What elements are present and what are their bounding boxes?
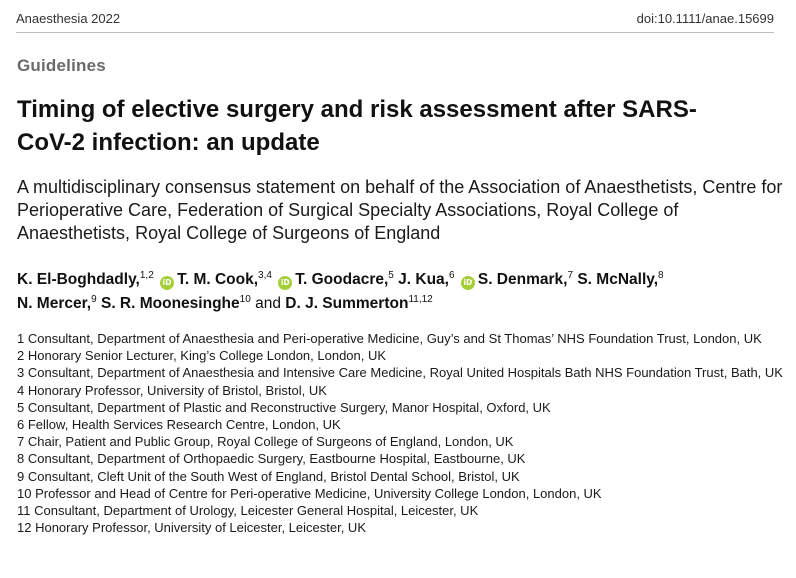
orcid-icon[interactable]: iD [278, 276, 292, 290]
journal-name: Anaesthesia 2022 [16, 11, 121, 26]
author[interactable] [478, 271, 573, 288]
affiliation-item: 11 Consultant, Department of Urology, Leicester General Hospital, Leicester, UK [17, 503, 479, 519]
author-name: K. El-Boghdadly, [17, 271, 140, 288]
running-header [16, 10, 774, 33]
affiliation-item: 7 Chair, Patient and Public Group, Royal College of Surgeons of England, London, UK [17, 434, 514, 450]
author[interactable] [398, 271, 454, 288]
orcid-icon[interactable]: iD [461, 276, 475, 290]
author-affiliation-ref: 1,2 [139, 270, 154, 281]
affiliation-item: 10 Professor and Head of Centre for Peri-operative Medicine, University College London, London, UK [17, 485, 602, 501]
author[interactable] [177, 271, 272, 288]
author-name: S. McNally, [577, 271, 659, 288]
affiliation-item: 6 Fellow, Health Services Research Centre, London, UK [17, 417, 341, 433]
author-affiliation-ref: 9 [91, 294, 97, 305]
author[interactable] [101, 295, 251, 312]
affiliation-item: 5 Consultant, Department of Plastic and Reconstructive Surgery, Manor Hospital, Oxford, UK [17, 399, 551, 415]
author-affiliation-ref: 5 [388, 270, 394, 281]
affiliation-item: 2 Honorary Senior Lecturer, King’s College London, London, UK [17, 348, 387, 364]
and-conjunction: and [255, 295, 281, 312]
author-name: S. R. Moonesinghe [100, 295, 240, 312]
author[interactable] [295, 271, 394, 288]
author-name: S. Denmark, [477, 271, 568, 288]
author-affiliation-ref: 7 [567, 270, 574, 281]
author-affiliation-ref: 8 [658, 270, 664, 281]
author-list [17, 268, 787, 316]
author-affiliation-ref: 10 [239, 294, 251, 305]
affiliation-item: 12 Honorary Professor, University of Leicester, Leicester, UK [17, 520, 366, 536]
affiliation-list [17, 330, 787, 536]
affiliation-item: 1 Consultant, Department of Anaesthesia and Peri-operative Medicine, Guy’s and St Thomas’ NHS Foundation Trust, London, UK [17, 331, 762, 346]
author[interactable] [285, 295, 432, 312]
affiliation-item: 3 Consultant, Department of Anaesthesia and Intensive Care Medicine, Royal United Hospitals Bath NHS Foundation Trust, Bath, UK [17, 365, 783, 381]
section-label: Guidelines [17, 56, 106, 75]
author-name: D. J. Summerton [285, 295, 409, 312]
affiliation-item: 8 Consultant, Department of Orthopaedic Surgery, Eastbourne Hospital, Eastbourne, UK [17, 451, 526, 467]
author[interactable] [577, 271, 663, 288]
author[interactable] [17, 295, 97, 312]
article-title: Timing of elective surgery and risk assessment after SARS-CoV-2 infection: an update [17, 96, 697, 156]
author-affiliation-ref: 11,12 [408, 294, 433, 305]
article-subtitle: A multidisciplinary consensus statement on behalf of the Association of Anaesthetists, Centre for Perioperative Care, Federation of Surgical Specialty Associations, Royal College of Anaesthetists, Royal College of Surgeons of England [17, 177, 783, 243]
author-name: T. M. Cook, [177, 271, 259, 288]
affiliation-item: 9 Consultant, Cleft Unit of the South West of England, Bristol Dental School, Bristol, UK [17, 468, 520, 484]
affiliation-item: 4 Honorary Professor, University of Bristol, Bristol, UK [17, 382, 327, 398]
orcid-icon[interactable]: iD [160, 276, 174, 290]
author-name: T. Goodacre, [295, 271, 389, 288]
doi-link[interactable]: doi:10.1111/anae.15699 [636, 11, 774, 26]
author-affiliation-ref: 3,4 [258, 270, 272, 281]
author-affiliation-ref: 6 [448, 270, 455, 281]
author-name: J. Kua, [398, 271, 449, 288]
author-name: N. Mercer, [17, 295, 92, 312]
author[interactable] [17, 271, 154, 288]
